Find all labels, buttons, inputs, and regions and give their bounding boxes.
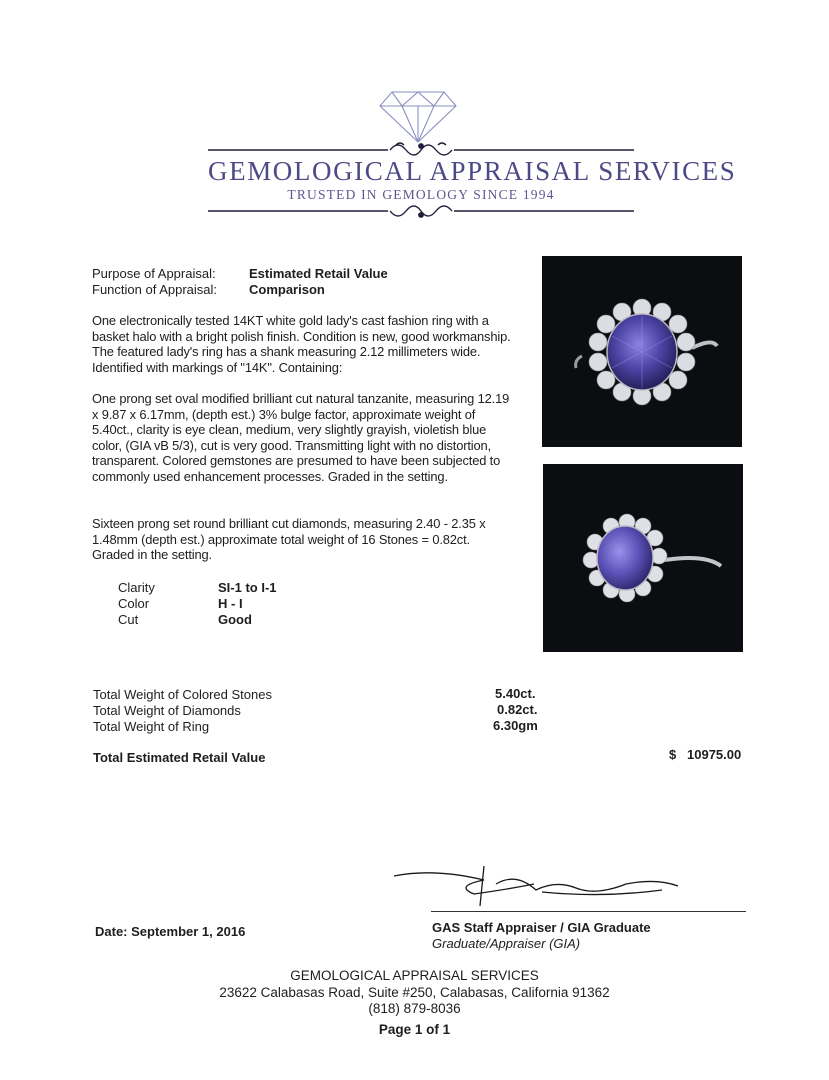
total-label: Total Weight of Ring	[93, 719, 210, 734]
grade-label: Clarity	[118, 580, 155, 595]
purpose-label: Purpose of Appraisal:	[92, 266, 216, 281]
company-tagline: TRUSTED IN GEMOLOGY SINCE 1994	[287, 187, 555, 202]
ring-image-front	[542, 256, 742, 447]
diamond-logo-icon	[378, 88, 458, 144]
total-label: Total Weight of Diamonds	[93, 703, 241, 718]
description-tanzanite: One prong set oval modified brilliant cut natural tanzanite, measuring 12.19 x 9.87 x 6.17mm, (depth est.) 3% bulge factor, approximate weight of 5.40ct., clarity is eye clean, medium, very slightly grayish, violetish blue color, (GIA vB 5/3), cut is very good. Transmitting light with no distortion, transparent. Colored gemstones are presumed to have been subjected to commonly used enhancement processes. Graded in the setting.	[92, 391, 510, 484]
signature-icon	[392, 864, 682, 914]
estimated-value-amount: 10975.00	[687, 747, 742, 762]
grade-value: SI-1 to I-1	[218, 580, 277, 595]
ornament-bottom-icon	[208, 204, 634, 220]
signature-line	[431, 911, 746, 912]
total-label: Total Weight of Colored Stones	[93, 687, 272, 702]
grade-value: H - I	[218, 596, 243, 611]
grade-value: Good	[218, 612, 252, 627]
function-value: Comparison	[249, 282, 325, 297]
grade-row	[118, 580, 338, 596]
grade-label: Color	[118, 596, 150, 611]
grade-row	[118, 596, 338, 612]
currency-symbol: $	[669, 747, 677, 762]
total-value: 5.40ct.	[495, 686, 536, 701]
description-ring: One electronically tested 14KT white gold lady's cast fashion ring with a basket halo with a bright polish finish. Condition is new, good workmanship. The featured lady's ring has a shank measuring 2.12 millimeters wide. Identified with markings of "14K". Containing:	[92, 313, 511, 375]
total-value: 6.30gm	[493, 718, 538, 733]
ring-photo-bottom	[543, 464, 743, 652]
footer-address: 23622 Calabasas Road, Suite #250, Calabasas, California 91362	[219, 985, 610, 1000]
ornament-top-icon	[208, 141, 634, 157]
signer-subtitle: Graduate/Appraiser (GIA)	[432, 936, 581, 951]
ring-image-side	[543, 464, 743, 652]
signer-title: GAS Staff Appraiser / GIA Graduate	[432, 920, 651, 935]
grade-row	[118, 612, 338, 628]
appraisal-date: Date: September 1, 2016	[95, 924, 246, 939]
estimated-value-label: Total Estimated Retail Value	[93, 750, 266, 765]
grade-label: Cut	[118, 612, 139, 627]
ring-photo-top	[542, 256, 742, 447]
description-diamonds: Sixteen prong set round brilliant cut diamonds, measuring 2.40 - 2.35 x 1.48mm (depth est.) approximate total weight of 16 Stones = 0.82ct. Graded in the setting.	[92, 516, 486, 563]
footer-company: GEMOLOGICAL APPRAISAL SERVICES	[290, 968, 539, 983]
purpose-value: Estimated Retail Value	[249, 266, 388, 281]
company-logo-title: GEMOLOGICAL APPRAISAL SERVICES	[208, 156, 737, 186]
footer-phone: (818) 879-8036	[368, 1001, 461, 1016]
grades-table	[118, 580, 338, 628]
total-value: 0.82ct.	[497, 702, 538, 717]
page-number: Page 1 of 1	[378, 1022, 451, 1037]
function-label: Function of Appraisal:	[92, 282, 218, 297]
